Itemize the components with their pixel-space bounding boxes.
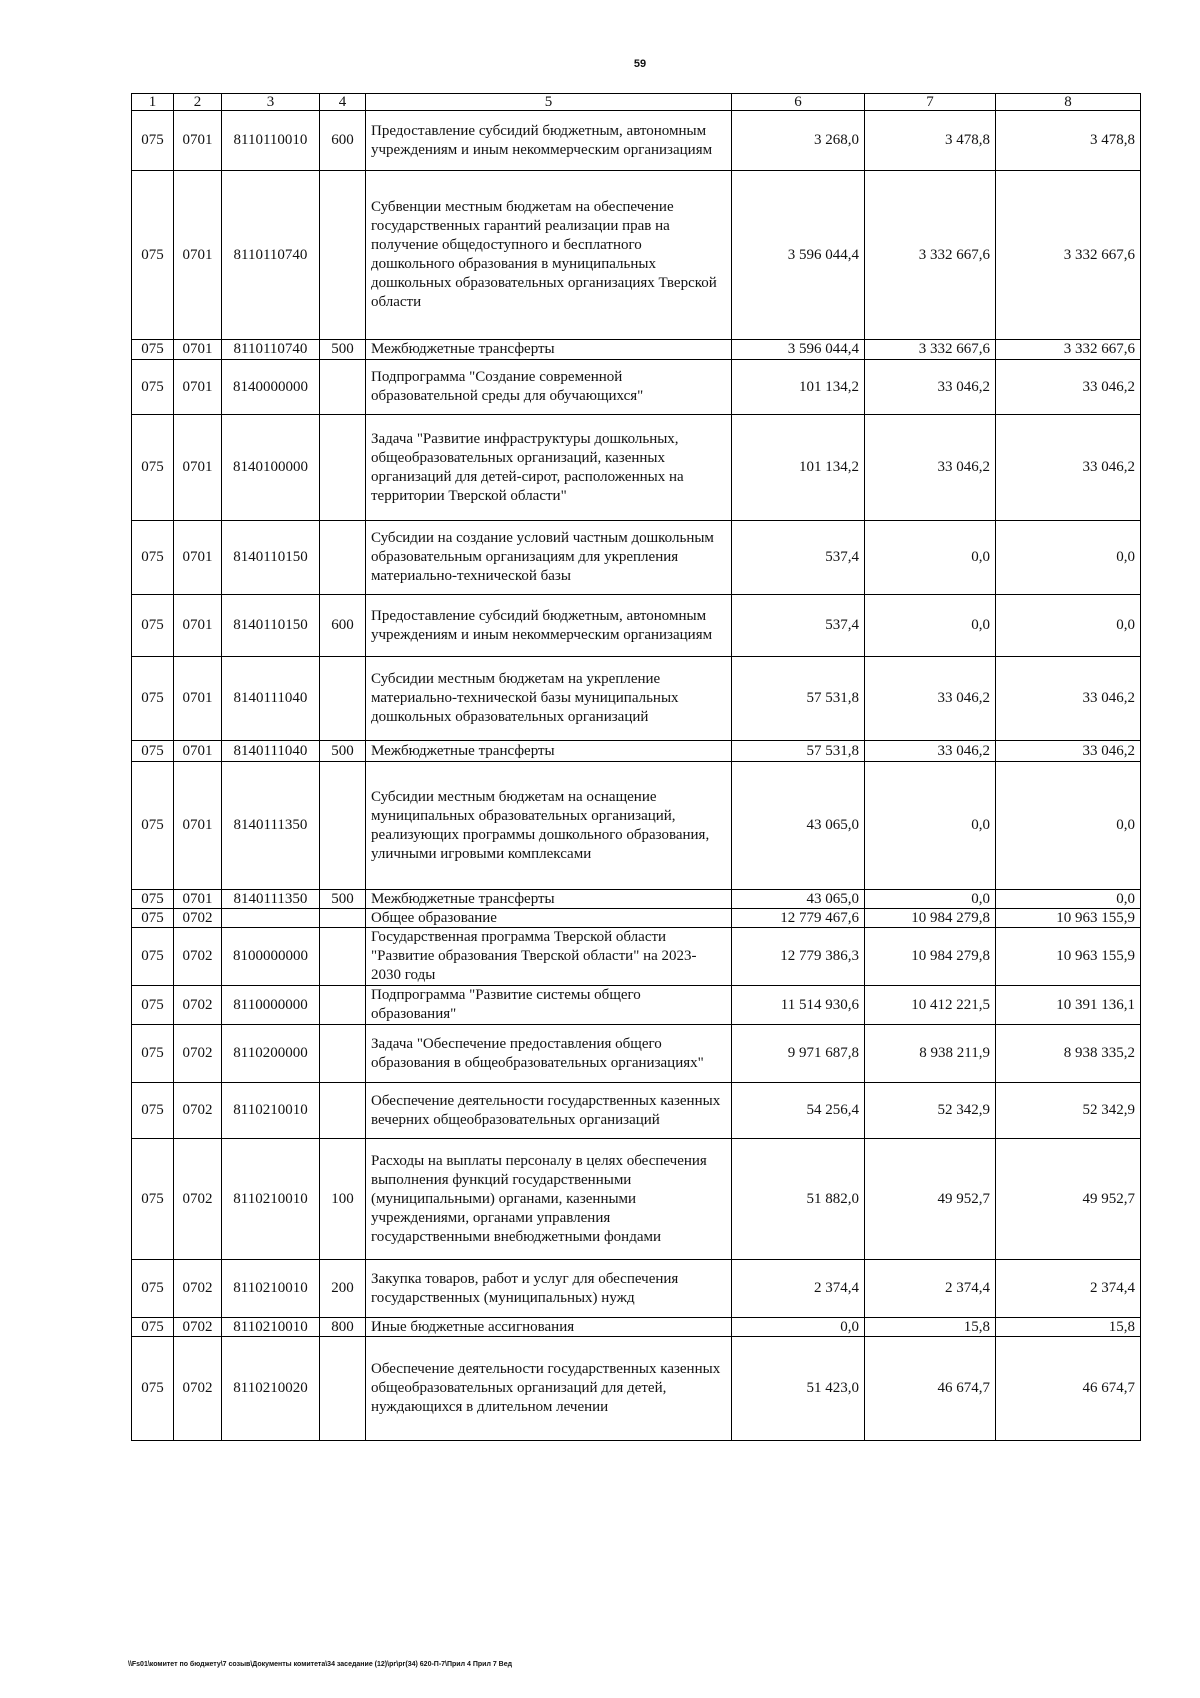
column-number: 4 — [320, 94, 366, 111]
amount-col7: 33 046,2 — [865, 741, 996, 762]
amount-col7: 2 374,4 — [865, 1260, 996, 1318]
amount-col8: 33 046,2 — [996, 741, 1141, 762]
item-name: Закупка товаров, работ и услуг для обеспечения государственных (муниципальных) нужд — [366, 1260, 732, 1318]
expense-type-code — [320, 762, 366, 890]
item-name: Подпрограмма "Развитие системы общего образования" — [366, 986, 732, 1025]
item-name: Субсидии местным бюджетам на укрепление материально-технической базы муниципальных дошкольных образовательных организаций — [366, 657, 732, 741]
amount-col6: 9 971 687,8 — [732, 1025, 865, 1083]
amount-col6: 537,4 — [732, 595, 865, 657]
amount-col7: 33 046,2 — [865, 657, 996, 741]
amount-col6: 11 514 930,6 — [732, 986, 865, 1025]
agency-code: 075 — [132, 657, 174, 741]
table-row — [132, 415, 1141, 521]
item-name: Задача "Обеспечение предоставления общего образования в общеобразовательных организациях" — [366, 1025, 732, 1083]
target-article-code: 8140110150 — [222, 595, 320, 657]
section-code: 0702 — [174, 1083, 222, 1139]
section-code: 0701 — [174, 657, 222, 741]
target-article-code: 8110110740 — [222, 340, 320, 360]
agency-code: 075 — [132, 360, 174, 415]
expense-type-code: 500 — [320, 340, 366, 360]
amount-col7: 33 046,2 — [865, 415, 996, 521]
amount-col7: 10 984 279,8 — [865, 909, 996, 928]
expense-type-code — [320, 1025, 366, 1083]
target-article-code: 8110210010 — [222, 1318, 320, 1337]
column-number: 3 — [222, 94, 320, 111]
target-article-code: 8140111040 — [222, 657, 320, 741]
amount-col7: 3 478,8 — [865, 111, 996, 171]
agency-code: 075 — [132, 986, 174, 1025]
item-name: Государственная программа Тверской области "Развитие образования Тверской области" на 2023-2030 годы — [366, 928, 732, 986]
column-number: 6 — [732, 94, 865, 111]
table-row — [132, 1083, 1141, 1139]
agency-code: 075 — [132, 1025, 174, 1083]
amount-col8: 10 963 155,9 — [996, 928, 1141, 986]
section-code: 0701 — [174, 762, 222, 890]
amount-col6: 51 423,0 — [732, 1337, 865, 1441]
amount-col7: 0,0 — [865, 595, 996, 657]
amount-col8: 0,0 — [996, 595, 1141, 657]
agency-code: 075 — [132, 111, 174, 171]
amount-col8: 33 046,2 — [996, 360, 1141, 415]
table-row — [132, 890, 1141, 909]
section-code: 0701 — [174, 890, 222, 909]
item-name: Предоставление субсидий бюджетным, автономным учреждениям и иным некоммерческим организациям — [366, 111, 732, 171]
section-code: 0702 — [174, 986, 222, 1025]
amount-col7: 15,8 — [865, 1318, 996, 1337]
amount-col8: 3 332 667,6 — [996, 171, 1141, 340]
table-row — [132, 360, 1141, 415]
expense-type-code — [320, 909, 366, 928]
amount-col7: 10 984 279,8 — [865, 928, 996, 986]
amount-col6: 12 779 467,6 — [732, 909, 865, 928]
amount-col8: 33 046,2 — [996, 657, 1141, 741]
agency-code: 075 — [132, 415, 174, 521]
agency-code: 075 — [132, 1139, 174, 1260]
amount-col6: 3 268,0 — [732, 111, 865, 171]
item-name: Иные бюджетные ассигнования — [366, 1318, 732, 1337]
amount-col7: 46 674,7 — [865, 1337, 996, 1441]
item-name: Субвенции местным бюджетам на обеспечение государственных гарантий реализации прав на получение общедоступного и бесплатного дошкольного образования в муниципальных дошкольных образовательных организациях Тверской области — [366, 171, 732, 340]
target-article-code: 8110210020 — [222, 1337, 320, 1441]
amount-col7: 10 412 221,5 — [865, 986, 996, 1025]
expense-type-code — [320, 928, 366, 986]
expense-type-code: 600 — [320, 111, 366, 171]
expense-type-code: 600 — [320, 595, 366, 657]
agency-code: 075 — [132, 1260, 174, 1318]
amount-col6: 3 596 044,4 — [732, 340, 865, 360]
target-article-code: 8110210010 — [222, 1260, 320, 1318]
table-row — [132, 1337, 1141, 1441]
expense-type-code — [320, 415, 366, 521]
amount-col6: 51 882,0 — [732, 1139, 865, 1260]
target-article-code: 8110210010 — [222, 1083, 320, 1139]
target-article-code: 8110110010 — [222, 111, 320, 171]
target-article-code: 8140111040 — [222, 741, 320, 762]
item-name: Общее образование — [366, 909, 732, 928]
item-name: Предоставление субсидий бюджетным, автономным учреждениям и иным некоммерческим организациям — [366, 595, 732, 657]
amount-col7: 8 938 211,9 — [865, 1025, 996, 1083]
target-article-code: 8140111350 — [222, 762, 320, 890]
amount-col6: 57 531,8 — [732, 657, 865, 741]
table-row — [132, 171, 1141, 340]
table-row — [132, 762, 1141, 890]
amount-col8: 0,0 — [996, 762, 1141, 890]
expense-type-code — [320, 360, 366, 415]
agency-code: 075 — [132, 741, 174, 762]
expense-type-code: 100 — [320, 1139, 366, 1260]
target-article-code: 8110000000 — [222, 986, 320, 1025]
section-code: 0702 — [174, 928, 222, 986]
column-number: 7 — [865, 94, 996, 111]
target-article-code: 8140100000 — [222, 415, 320, 521]
column-number: 1 — [132, 94, 174, 111]
section-code: 0702 — [174, 1025, 222, 1083]
amount-col7: 3 332 667,6 — [865, 340, 996, 360]
amount-col8: 52 342,9 — [996, 1083, 1141, 1139]
page-number: 59 — [633, 58, 647, 70]
amount-col6: 54 256,4 — [732, 1083, 865, 1139]
expense-type-code — [320, 986, 366, 1025]
amount-col7: 0,0 — [865, 890, 996, 909]
target-article-code: 8140110150 — [222, 521, 320, 595]
section-code: 0702 — [174, 909, 222, 928]
item-name: Расходы на выплаты персоналу в целях обеспечения выполнения функций государственными (муниципальными) органами, казенными учреждениями, органами управления государственными внебюджетными фондами — [366, 1139, 732, 1260]
item-name: Субсидии на создание условий частным дошкольным образовательным организациям для укрепления материально-технической базы — [366, 521, 732, 595]
expense-type-code: 200 — [320, 1260, 366, 1318]
section-code: 0701 — [174, 595, 222, 657]
item-name: Субсидии местным бюджетам на оснащение муниципальных образовательных организаций, реализующих программы дошкольного образования, уличными игровыми комплексами — [366, 762, 732, 890]
amount-col7: 0,0 — [865, 521, 996, 595]
amount-col7: 49 952,7 — [865, 1139, 996, 1260]
amount-col7: 0,0 — [865, 762, 996, 890]
amount-col8: 2 374,4 — [996, 1260, 1141, 1318]
section-code: 0701 — [174, 741, 222, 762]
column-number-row — [132, 94, 1141, 111]
amount-col6: 12 779 386,3 — [732, 928, 865, 986]
item-name: Межбюджетные трансферты — [366, 741, 732, 762]
amount-col8: 8 938 335,2 — [996, 1025, 1141, 1083]
amount-col8: 3 332 667,6 — [996, 340, 1141, 360]
amount-col6: 537,4 — [732, 521, 865, 595]
column-number: 8 — [996, 94, 1141, 111]
target-article-code: 8100000000 — [222, 928, 320, 986]
amount-col7: 33 046,2 — [865, 360, 996, 415]
agency-code: 075 — [132, 928, 174, 986]
item-name: Межбюджетные трансферты — [366, 340, 732, 360]
target-article-code: 8140000000 — [222, 360, 320, 415]
table-row — [132, 521, 1141, 595]
table-row — [132, 595, 1141, 657]
section-code: 0702 — [174, 1260, 222, 1318]
expense-type-code — [320, 171, 366, 340]
section-code: 0701 — [174, 360, 222, 415]
table-row — [132, 928, 1141, 986]
table-row — [132, 340, 1141, 360]
expense-type-code — [320, 1083, 366, 1139]
amount-col8: 49 952,7 — [996, 1139, 1141, 1260]
agency-code: 075 — [132, 762, 174, 890]
amount-col8: 3 478,8 — [996, 111, 1141, 171]
expense-type-code — [320, 521, 366, 595]
item-name: Задача "Развитие инфраструктуры дошкольных, общеобразовательных организаций, казенных организаций для детей-сирот, расположенных на территории Тверской области" — [366, 415, 732, 521]
target-article-code — [222, 909, 320, 928]
agency-code: 075 — [132, 909, 174, 928]
column-number: 2 — [174, 94, 222, 111]
amount-col6: 43 065,0 — [732, 890, 865, 909]
section-code: 0701 — [174, 521, 222, 595]
amount-col8: 0,0 — [996, 521, 1141, 595]
amount-col6: 3 596 044,4 — [732, 171, 865, 340]
section-code: 0701 — [174, 415, 222, 521]
table-row — [132, 1025, 1141, 1083]
table-row — [132, 657, 1141, 741]
section-code: 0701 — [174, 171, 222, 340]
amount-col8: 0,0 — [996, 890, 1141, 909]
section-code: 0702 — [174, 1337, 222, 1441]
amount-col8: 46 674,7 — [996, 1337, 1141, 1441]
table-row — [132, 741, 1141, 762]
amount-col6: 101 134,2 — [732, 360, 865, 415]
table-row — [132, 909, 1141, 928]
amount-col6: 43 065,0 — [732, 762, 865, 890]
item-name: Подпрограмма "Создание современной образовательной среды для обучающихся" — [366, 360, 732, 415]
agency-code: 075 — [132, 1318, 174, 1337]
amount-col6: 0,0 — [732, 1318, 865, 1337]
amount-col8: 15,8 — [996, 1318, 1141, 1337]
item-name: Обеспечение деятельности государственных казенных общеобразовательных организаций для детей, нуждающихся в длительном лечении — [366, 1337, 732, 1441]
expense-type-code — [320, 1337, 366, 1441]
amount-col6: 101 134,2 — [732, 415, 865, 521]
expense-type-code: 500 — [320, 890, 366, 909]
target-article-code: 8110200000 — [222, 1025, 320, 1083]
agency-code: 075 — [132, 521, 174, 595]
table-row — [132, 986, 1141, 1025]
target-article-code: 8110210010 — [222, 1139, 320, 1260]
table-row — [132, 1260, 1141, 1318]
target-article-code: 8140111350 — [222, 890, 320, 909]
table-body — [132, 94, 1141, 1441]
section-code: 0702 — [174, 1139, 222, 1260]
expense-type-code: 800 — [320, 1318, 366, 1337]
item-name: Обеспечение деятельности государственных казенных вечерних общеобразовательных организаций — [366, 1083, 732, 1139]
item-name: Межбюджетные трансферты — [366, 890, 732, 909]
footer-file-path: \\Fs01\комитет по бюджету\7 созыв\Документы комитета\34 заседание (12)\рг\рг(34) 620-П-7\Прил 4 Прил 7 Вед — [128, 1661, 513, 1668]
expense-type-code — [320, 657, 366, 741]
amount-col7: 52 342,9 — [865, 1083, 996, 1139]
table-row — [132, 111, 1141, 171]
amount-col6: 57 531,8 — [732, 741, 865, 762]
section-code: 0702 — [174, 1318, 222, 1337]
amount-col8: 10 391 136,1 — [996, 986, 1141, 1025]
table-row — [132, 1139, 1141, 1260]
agency-code: 075 — [132, 340, 174, 360]
table-row — [132, 1318, 1141, 1337]
column-number: 5 — [366, 94, 732, 111]
section-code: 0701 — [174, 111, 222, 171]
target-article-code: 8110110740 — [222, 171, 320, 340]
agency-code: 075 — [132, 890, 174, 909]
amount-col7: 3 332 667,6 — [865, 171, 996, 340]
amount-col8: 33 046,2 — [996, 415, 1141, 521]
amount-col6: 2 374,4 — [732, 1260, 865, 1318]
agency-code: 075 — [132, 1083, 174, 1139]
budget-table — [131, 93, 1141, 1441]
agency-code: 075 — [132, 1337, 174, 1441]
agency-code: 075 — [132, 171, 174, 340]
amount-col8: 10 963 155,9 — [996, 909, 1141, 928]
expense-type-code: 500 — [320, 741, 366, 762]
agency-code: 075 — [132, 595, 174, 657]
section-code: 0701 — [174, 340, 222, 360]
